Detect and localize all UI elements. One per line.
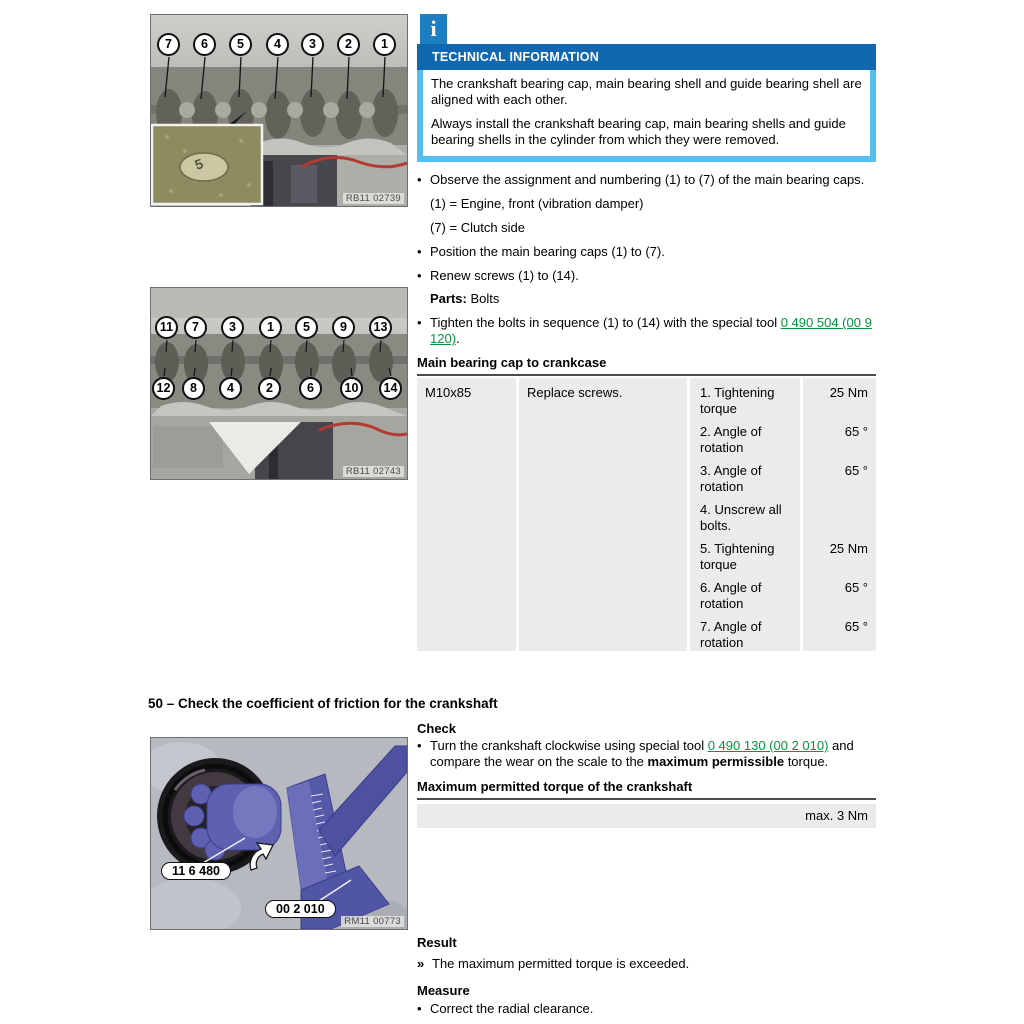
- table-cell-value: [803, 495, 876, 534]
- table-row: [690, 534, 876, 573]
- special-tool-link[interactable]: 0 490 504 (00 9 120): [430, 315, 872, 346]
- list-item: [417, 738, 876, 770]
- parts-line: [430, 291, 876, 307]
- instruction-text: Position the main bearing caps (1) to (7).: [430, 244, 665, 259]
- result-block: [417, 935, 876, 1017]
- table-cell-step: 4. Unscrew all bolts.: [690, 495, 800, 534]
- callout-circle: 7: [184, 316, 207, 339]
- info-box-title: TECHNICAL INFORMATION: [417, 44, 876, 70]
- table-cell-remark: Replace screws.: [519, 378, 687, 651]
- table-row: [690, 495, 876, 534]
- parts-value: Bolts: [470, 291, 500, 306]
- torque-table-block: [417, 355, 876, 651]
- table-rule: [417, 798, 876, 800]
- figure-main-bearing-caps: [150, 14, 408, 207]
- note-text: (1) = Engine, front (vibration damper): [430, 196, 644, 211]
- callout-circle: 5: [229, 33, 252, 56]
- table-row: [690, 573, 876, 612]
- bullet-icon: •: [417, 1001, 422, 1016]
- result-marker-icon: »: [417, 956, 425, 971]
- instruction-text: Observe the assignment and numbering (1) to (7) of the main bearing caps.: [430, 172, 865, 187]
- callout-circle: 14: [379, 377, 402, 400]
- table-row: [690, 417, 876, 456]
- list-item: [417, 268, 876, 284]
- check-text-mid: and compare the wear on the scale to the: [430, 738, 854, 769]
- table-row: [690, 456, 876, 495]
- bullet-icon: •: [417, 315, 422, 330]
- callout-circle: 9: [332, 316, 355, 339]
- stamped-cap-number: 5: [192, 155, 206, 173]
- table-title: Maximum permitted torque of the crankshaft: [417, 779, 693, 794]
- measure-item: [417, 1001, 876, 1017]
- info-box-body: [417, 70, 876, 162]
- callout-circle: 13: [369, 316, 392, 339]
- instruction-text: Renew screws (1) to (14).: [430, 268, 579, 283]
- tool-number-label: 00 2 010: [265, 900, 336, 918]
- measure-heading: Measure: [417, 983, 470, 998]
- info-icon: i: [420, 14, 447, 44]
- callout-circle: 8: [182, 377, 205, 400]
- callout-circle: 4: [266, 33, 289, 56]
- torque-table: [417, 378, 876, 651]
- bullet-icon: •: [417, 172, 422, 187]
- callout-circle: 3: [221, 316, 244, 339]
- instruction-list-2: [417, 268, 876, 347]
- result-item: [417, 956, 876, 972]
- check-text-pre: Turn the crankshaft clockwise using special tool: [430, 738, 708, 753]
- callout-circle: 6: [193, 33, 216, 56]
- check-text-bold: maximum permissible: [647, 754, 785, 769]
- table-cell-step: 3. Angle of rotation: [690, 456, 800, 495]
- table-cell-value: 25 Nm: [803, 378, 876, 417]
- figure-friction-tool: [150, 737, 408, 930]
- callout-circle: 2: [258, 377, 281, 400]
- table-cell-value: 65 °: [803, 612, 876, 651]
- instruction-list-1: [417, 172, 876, 260]
- table-row: [690, 378, 876, 417]
- table-cell-step: 1. Tightening torque: [690, 378, 800, 417]
- table-title: Main bearing cap to crankcase: [417, 355, 607, 370]
- callout-circle: 6: [299, 377, 322, 400]
- callout-circle: 7: [157, 33, 180, 56]
- bullet-icon: •: [417, 738, 422, 753]
- callout-circle: 12: [152, 377, 175, 400]
- note-text: (7) = Clutch side: [430, 220, 526, 235]
- figure-reference: RB11 02743: [343, 466, 404, 477]
- info-paragraph: The crankshaft bearing cap, main bearing shell and guide bearing shell are aligned with each other.: [431, 76, 862, 107]
- list-item: [417, 244, 876, 260]
- section-heading: 50 – Check the coefficient of friction for the crankshaft: [148, 696, 498, 711]
- parts-label: Parts:: [430, 291, 467, 306]
- callout-circle: 1: [373, 33, 396, 56]
- instruction-text: [430, 315, 876, 347]
- measure-text: Correct the radial clearance.: [430, 1001, 594, 1016]
- technical-information-box: [417, 14, 876, 162]
- bullet-icon: •: [417, 268, 422, 283]
- check-heading: Check: [417, 721, 457, 736]
- table-cell-step: 7. Angle of rotation: [690, 612, 800, 651]
- table-cell-value: 65 °: [803, 456, 876, 495]
- callout-circle: 11: [155, 316, 178, 339]
- callout-circle: 3: [301, 33, 324, 56]
- bullet-icon: •: [417, 244, 422, 259]
- figure-bolt-sequence: [150, 287, 408, 480]
- callout-circle: 2: [337, 33, 360, 56]
- special-tool-link[interactable]: 0 490 130 (00 2 010): [707, 738, 829, 753]
- result-text: The maximum permitted torque is exceeded.: [432, 956, 690, 971]
- table-cell-step: 5. Tightening torque: [690, 534, 800, 573]
- info-paragraph: Always install the crankshaft bearing cap, main bearing shells and guide bearing shells in the cylinder from which they were removed.: [431, 116, 846, 147]
- instruction-text: [430, 738, 876, 770]
- callout-circle: 5: [295, 316, 318, 339]
- check-text-post: torque.: [784, 754, 829, 769]
- max-torque-value: max. 3 Nm: [417, 804, 876, 828]
- list-item: [417, 315, 876, 347]
- check-block: [417, 721, 876, 828]
- instruction-text-post: .: [456, 331, 460, 346]
- content-column: [417, 14, 876, 651]
- table-cell-step: 2. Angle of rotation: [690, 417, 800, 456]
- result-heading: Result: [417, 935, 457, 950]
- tool-number-label: 11 6 480: [161, 862, 231, 880]
- table-cell-thread: M10x85: [417, 378, 516, 651]
- table-cell-value: 65 °: [803, 573, 876, 612]
- figure-reference: RM11 00773: [341, 916, 404, 927]
- figure-reference: RB11 02739: [343, 193, 404, 204]
- table-cell-step: 6. Angle of rotation: [690, 573, 800, 612]
- instruction-text-pre: Tighten the bolts in sequence (1) to (14) with the special tool: [430, 315, 781, 330]
- table-rule: [417, 374, 876, 376]
- callout-circle: 10: [340, 377, 363, 400]
- table-cell-value: 25 Nm: [803, 534, 876, 573]
- callout-circle: 1: [259, 316, 282, 339]
- table-row: [690, 612, 876, 651]
- callout-circle: 4: [219, 377, 242, 400]
- table-cell-value: 65 °: [803, 417, 876, 456]
- list-item: [417, 172, 876, 188]
